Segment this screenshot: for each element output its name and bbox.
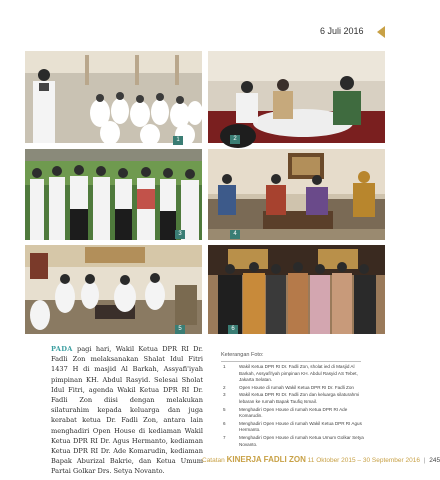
photo-number: 6 — [228, 325, 238, 334]
page-date: 6 Juli 2016 — [320, 26, 364, 36]
photo-number: 2 — [230, 135, 240, 144]
photo-6 — [208, 245, 385, 334]
article-body — [51, 344, 203, 477]
captions-divider — [221, 361, 361, 362]
photo-number: 1 — [173, 136, 183, 145]
page-number: 245 — [429, 457, 440, 464]
captions-title: Keterangan Foto: — [221, 352, 264, 358]
photo-5 — [25, 245, 202, 334]
caption-item — [221, 364, 366, 384]
caption-text: Menghadiri Open House di rumah Ketua Umum Golkar Setya Novanto. — [239, 434, 364, 447]
footer-brand: KINERJA FADLI ZON — [226, 455, 306, 464]
photo-number: 4 — [230, 230, 240, 239]
caption-text: Menghadiri Open House di rumah Wakil Ketua DPR RI Agus Hermanto. — [239, 420, 362, 433]
chevron-left-icon — [377, 26, 385, 38]
caption-number: 6 — [223, 420, 226, 426]
photo-4 — [208, 149, 385, 240]
photo-3 — [25, 149, 202, 240]
article-text: pagi hari, Wakil Ketua DPR RI Dr. Fadli Zon melaksanakan Shalat Idul Fitri 1437 H di masjid Al Barkah, Assyafi'iyah pimpinan KH. Abdul Rasyid. Selesai Sholat Idul Fitri, agenda Wakil Ketua DPR RI Dr. Fadli Zon diisi dengan melakukan silaturahim kepada keluarga dan juga kerabat ketua Dr. Fadli Zon, antara lain menghadiri Open House di kediaman Wakil Ketua DPR RI Dr. Agus Hermanto, kediaman Ketua DPR RI Dr. Ade Komarudin, kediaman Bapak Aburizal Bakrie, dan Ketua Umum Partai Golkar Drs. Setya Novanto. — [51, 345, 203, 476]
caption-number: 5 — [223, 406, 226, 412]
photo-number: 5 — [175, 325, 185, 334]
footer-prefix: Catatan — [202, 457, 225, 464]
photo-number: 3 — [175, 230, 185, 239]
caption-item — [221, 421, 366, 434]
caption-number: 3 — [223, 392, 226, 398]
caption-number: 2 — [223, 384, 226, 390]
captions-list — [221, 364, 366, 449]
caption-text: Open House di rumah Wakil Ketua DPR RI Dr. Fadli Zon — [239, 384, 354, 390]
photo-2 — [208, 51, 385, 143]
caption-item — [221, 385, 366, 392]
caption-text: Wakil Ketua DPR RI Dr. Fadli Zon, sholat ied di Masjid Al Barkah, Assyafi'iyah pimpinan KH. Abdul Rasyid AS Tebet, Jakarta Selatan. — [239, 364, 358, 383]
caption-item — [221, 407, 366, 420]
footer-period: 11 Oktober 2015 – 30 September 2016 — [307, 457, 420, 464]
caption-number: 7 — [223, 434, 226, 440]
caption-item — [221, 435, 366, 448]
page-footer — [202, 455, 440, 464]
caption-text: Wakil Ketua DPR RI Dr. Fadli Zon dan keluarga silaturahmi lebaran ke rumah Bapak Taufiq Ismail. — [239, 392, 360, 404]
caption-text: Menghadiri Open House di rumah Ketua DPR RI Ade Komarudin. — [239, 406, 348, 419]
caption-item — [221, 392, 366, 405]
caption-number: 1 — [223, 364, 226, 369]
photo-1 — [25, 51, 202, 143]
footer-separator: | — [423, 457, 426, 464]
lead-word: PADA — [51, 345, 73, 353]
